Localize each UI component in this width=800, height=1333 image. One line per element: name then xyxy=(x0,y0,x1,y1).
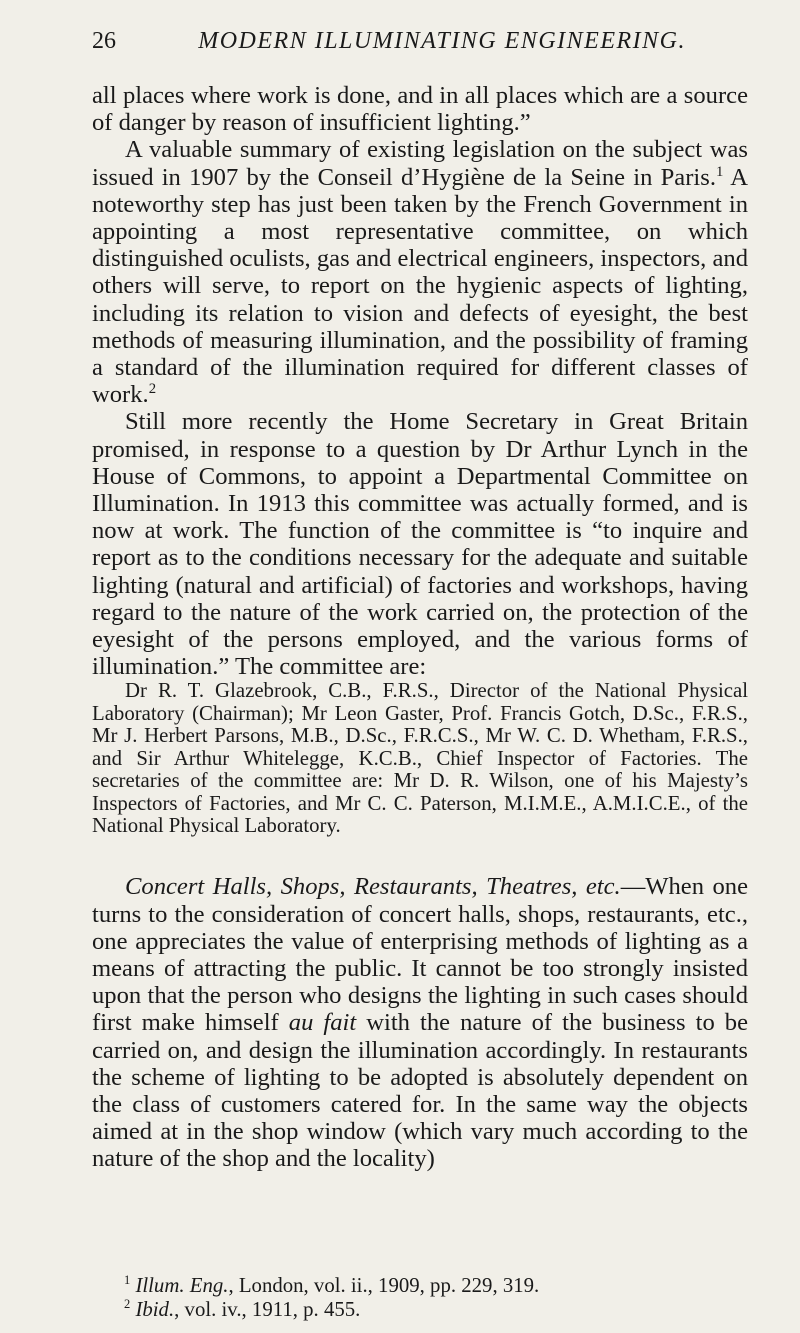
paragraph-text: with the nature of the business to be carried on, and design the illumination accordingly. In restaurants the scheme of lighting to be adopted is absolutely dependent on the class of customers catered for. In the same way the objects aimed at in the shop window (which vary much according to the nature of the shop and the locality) xyxy=(92,1009,748,1173)
committee-members: Dr R. T. Glazebrook, C.B., F.R.S., Director of the National Physical Laboratory (Chairman); Mr Leon Gaster, Prof. Francis Gotch, D.Sc., F.R.S., Mr J. Herbert Parsons, M.B., D.Sc., F.R.C.S., Mr W. C. D. Whetham, F.R.S., and Sir Arthur Whitelegge, K.C.B., Chief Inspector of Factories. The secretaries of the committee are: Mr D. R. Wilson, one of his Majesty’s Inspectors of Factories, and Mr C. C. Paterson, M.I.M.E., A.M.I.C.E., of the National Physical Laboratory. xyxy=(92,679,748,837)
footnote-ref: 2 xyxy=(148,381,157,398)
footnote-mark: 2 xyxy=(124,1297,131,1312)
body-text xyxy=(92,82,748,1173)
running-title: MODERN ILLUMINATING ENGINEERING. xyxy=(198,28,686,54)
page-header xyxy=(92,26,746,56)
footnote-ref: 1 xyxy=(715,163,724,180)
footnote-mark: 1 xyxy=(124,1273,131,1288)
page-number: 26 xyxy=(92,28,116,54)
section-heading: Concert Halls, Shops, Restaurants, Theatres, etc. xyxy=(125,873,621,901)
paragraph-continuation: all places where work is done, and in all places which are a source of danger by reason of insufficient lighting.” xyxy=(92,82,748,137)
footnote-1 xyxy=(124,1274,744,1298)
footnote-2 xyxy=(124,1298,744,1322)
footnote-text: , vol. iv., 1911, p. 455. xyxy=(174,1298,361,1321)
paragraph-text: A noteworthy step has just been taken by the French Government in appointing a most representative committee, on which distinguished oculists, gas and electrical engineers, inspectors, and others will serve, to report on the hygienic aspects of lighting, including its relation to vision and defects of eyesight, the best methods of measuring illumination, and the possibility of framing a standard of the illumination required for different classes of work. xyxy=(92,163,748,409)
paragraph-text: —When one turns to the consideration of concert halls, shops, restaurants, etc., one appreciates the value of enterprising methods of lighting as a means of attracting the public. It cannot be too strongly insisted upon that the person who designs the lighting in such cases should first make himself xyxy=(92,873,748,1037)
paragraph-home-secretary: Still more recently the Home Secretary in Great Britain promised, in response to a question by Dr Arthur Lynch in the House of Commons, to appoint a Departmental Committee on Illumination. In 1913 this committee was actually formed, and is now at work. The function of the committee is “to inquire and report as to the conditions necessary for the adequate and suitable lighting (natural and artificial) of factories and workshops, having regard to the nature of the work carried on, the protection of the eyesight of the persons employed, and the various forms of illumination.” The committee are: xyxy=(92,408,748,681)
paragraph-legislation xyxy=(92,136,748,408)
footnote-text: , London, vol. ii., 1909, pp. 229, 319. xyxy=(228,1274,540,1297)
paragraph-concert-halls xyxy=(92,873,748,1172)
footnote-source: Illum. Eng. xyxy=(135,1274,229,1297)
footnote-source: Ibid. xyxy=(135,1298,175,1321)
italic-phrase: au fait xyxy=(288,1009,357,1037)
paragraph-text: A valuable summary of existing legislation on the subject was issued in 1907 by the Conseil d’Hygiène de la Seine in Paris. xyxy=(92,136,748,191)
footnotes xyxy=(124,1274,744,1322)
